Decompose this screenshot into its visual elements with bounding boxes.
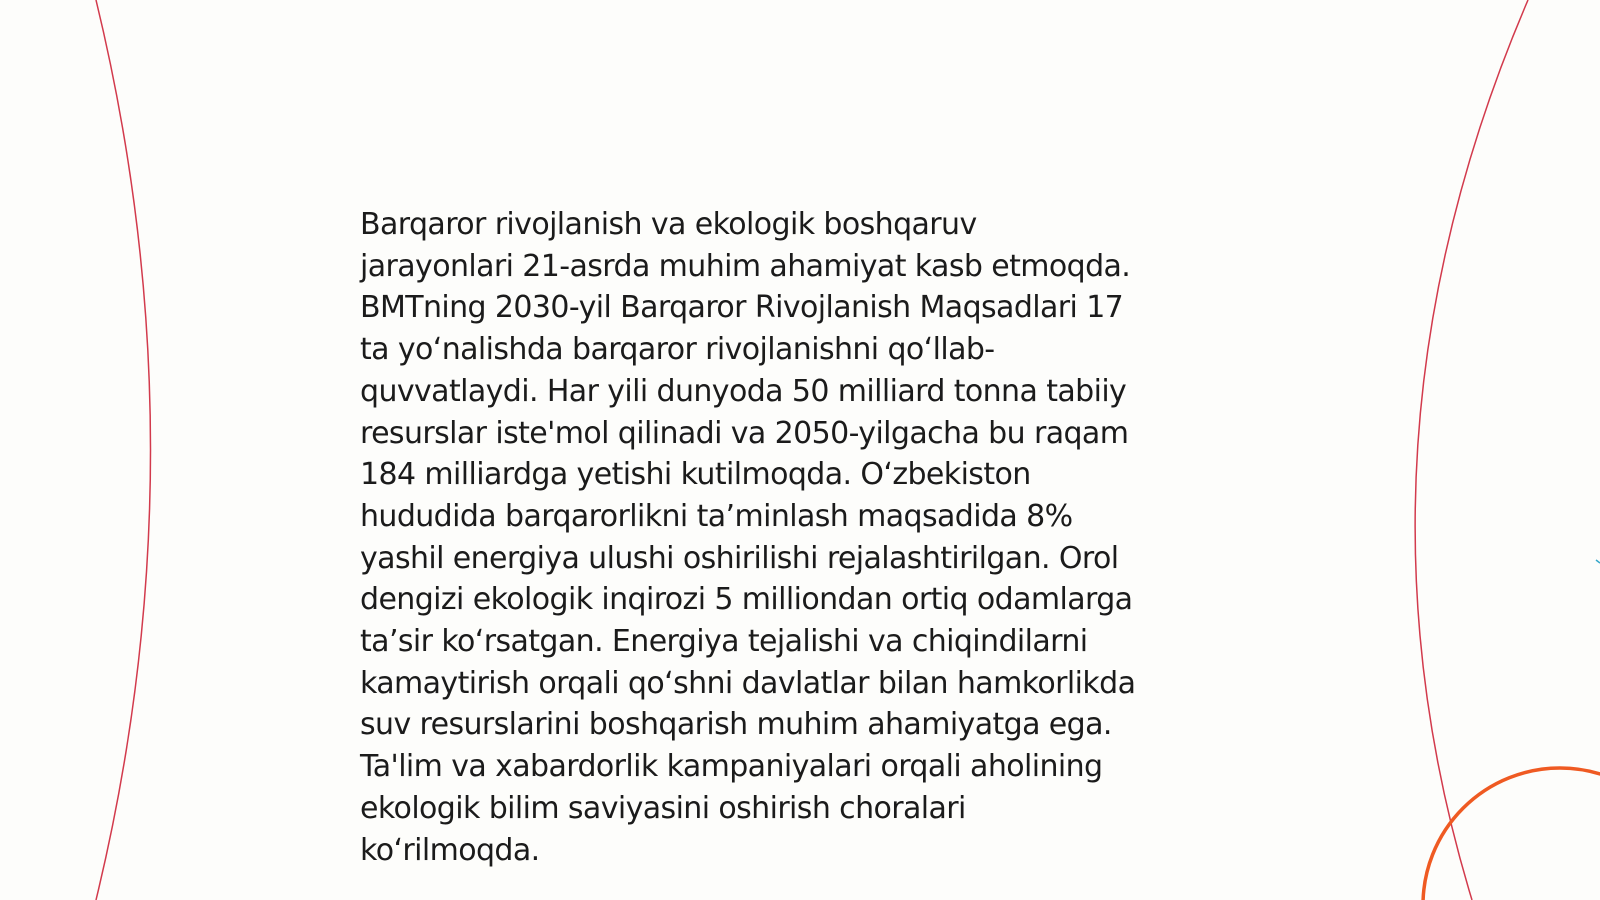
body-line: ta’sir ko‘rsatgan. Energiya tejalishi va chiqindilarni [360, 624, 1088, 660]
right-arc [1415, 0, 1528, 900]
body-line: hududida barqarorlikni ta’minlash maqsadida 8% [360, 498, 1073, 534]
body-line: BMTning 2030-yil Barqaror Rivojlanish Maqsadlari 17 [360, 290, 1124, 326]
body-paragraph [360, 204, 1260, 871]
body-line: ekologik bilim saviyasini oshirish choralari [360, 790, 966, 826]
small-blue-mark [1596, 560, 1600, 563]
orange-circle-arc [1423, 768, 1600, 900]
body-line: dengizi ekologik inqirozi 5 milliondan ortiq odamlarga [360, 582, 1133, 618]
body-line: 184 milliardga yetishi kutilmoqda. O‘zbekiston [360, 457, 1031, 493]
body-line: ta yo‘nalishda barqaror rivojlanishni qo‘llab- [360, 332, 995, 368]
body-line: kamaytirish orqali qo‘shni davlatlar bilan hamkorlikda [360, 665, 1136, 701]
body-line: Barqaror rivojlanish va ekologik boshqaruv [360, 207, 977, 242]
body-line: suv resurslarini boshqarish muhim ahamiyatga ega. [360, 707, 1112, 743]
body-line: resurslar iste'mol qilinadi va 2050-yilgacha bu raqam [360, 415, 1129, 451]
body-line: ko‘rilmoqda. [360, 832, 540, 868]
left-arc [96, 0, 151, 900]
body-line: yashil energiya ulushi oshirilishi rejalashtirilgan. Orol [360, 540, 1119, 576]
body-line: jarayonlari 21-asrda muhim ahamiyat kasb etmoqda. [360, 248, 1131, 284]
body-line: quvvatlaydi. Har yili dunyoda 50 milliard tonna tabiiy [360, 373, 1127, 409]
body-line: Ta'lim va xabardorlik kampaniyalari orqali aholining [360, 749, 1103, 785]
